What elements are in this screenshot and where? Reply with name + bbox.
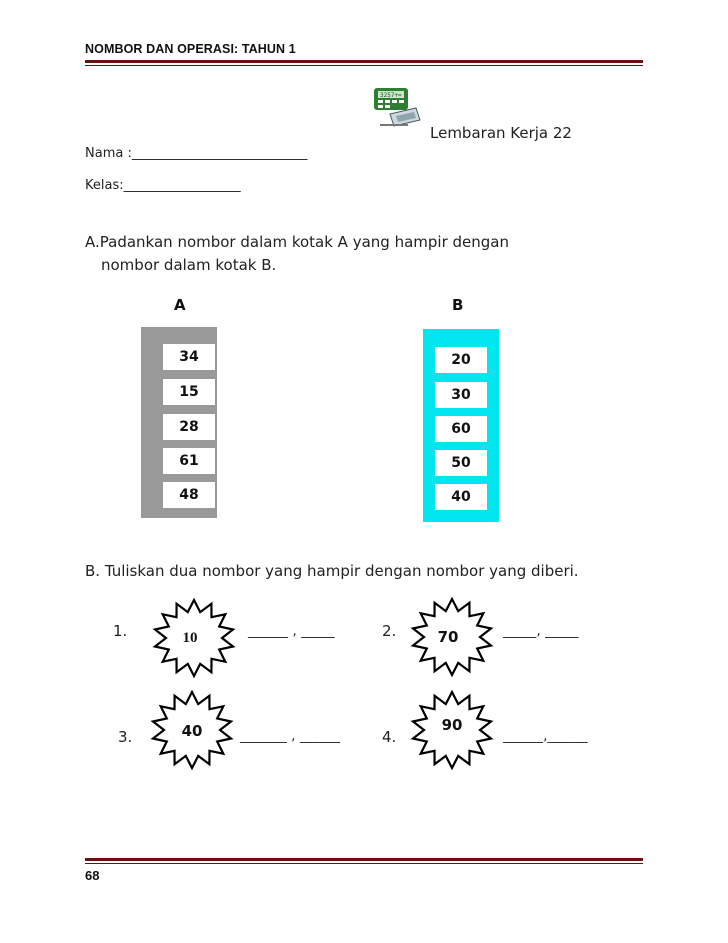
name-field[interactable]: Nama :___________________________ (85, 146, 308, 161)
box-b (423, 329, 499, 522)
item-index: 4. (382, 728, 397, 746)
item-value: 40 (181, 722, 203, 740)
header-rule-thin (85, 65, 643, 66)
class-field[interactable]: Kelas:__________________ (85, 178, 241, 193)
section-a-instruction: A.Padankan nombor dalam kotak A yang hampir dengan (85, 233, 509, 251)
answer-field[interactable]: _____, _____ (503, 624, 579, 639)
logo-display: 3257+= (380, 92, 402, 99)
box-a-number[interactable]: 28 (163, 414, 215, 440)
header-rule (85, 60, 643, 63)
item-index: 1. (113, 622, 128, 640)
box-b-number[interactable]: 30 (435, 382, 487, 408)
box-a (141, 327, 217, 518)
item-value: 90 (441, 716, 463, 734)
header-title: NOMBOR DAN OPERASI: TAHUN 1 (85, 42, 296, 56)
box-b-number[interactable]: 60 (435, 416, 487, 442)
calculator-phone-icon (370, 86, 422, 130)
page-number: 68 (85, 868, 100, 883)
box-a-number[interactable]: 15 (163, 379, 215, 405)
box-a-number[interactable]: 48 (163, 482, 215, 508)
box-a-title: A (174, 296, 186, 314)
worksheet-label: Lembaran Kerja 22 (430, 124, 572, 142)
box-b-number[interactable]: 40 (435, 484, 487, 510)
item-index: 2. (382, 622, 397, 640)
footer-rule-thin (85, 863, 643, 864)
box-a-number[interactable]: 34 (163, 344, 215, 370)
section-b-instruction: B. Tuliskan dua nombor yang hampir dengan nombor yang diberi. (85, 562, 579, 580)
section-a-instruction-line2: nombor dalam kotak B. (101, 256, 277, 274)
answer-field[interactable]: ______,______ (503, 729, 588, 744)
footer-rule (85, 858, 643, 861)
box-b-title: B (452, 296, 464, 314)
item-index: 3. (118, 728, 133, 746)
item-value: 10 (182, 630, 198, 646)
answer-field[interactable]: ______ , _____ (248, 624, 335, 639)
item-value: 70 (437, 628, 459, 646)
answer-field[interactable]: _______ , ______ (240, 729, 341, 744)
box-a-number[interactable]: 61 (163, 448, 215, 474)
box-b-number[interactable]: 20 (435, 347, 487, 373)
box-b-number[interactable]: 50 (435, 450, 487, 476)
